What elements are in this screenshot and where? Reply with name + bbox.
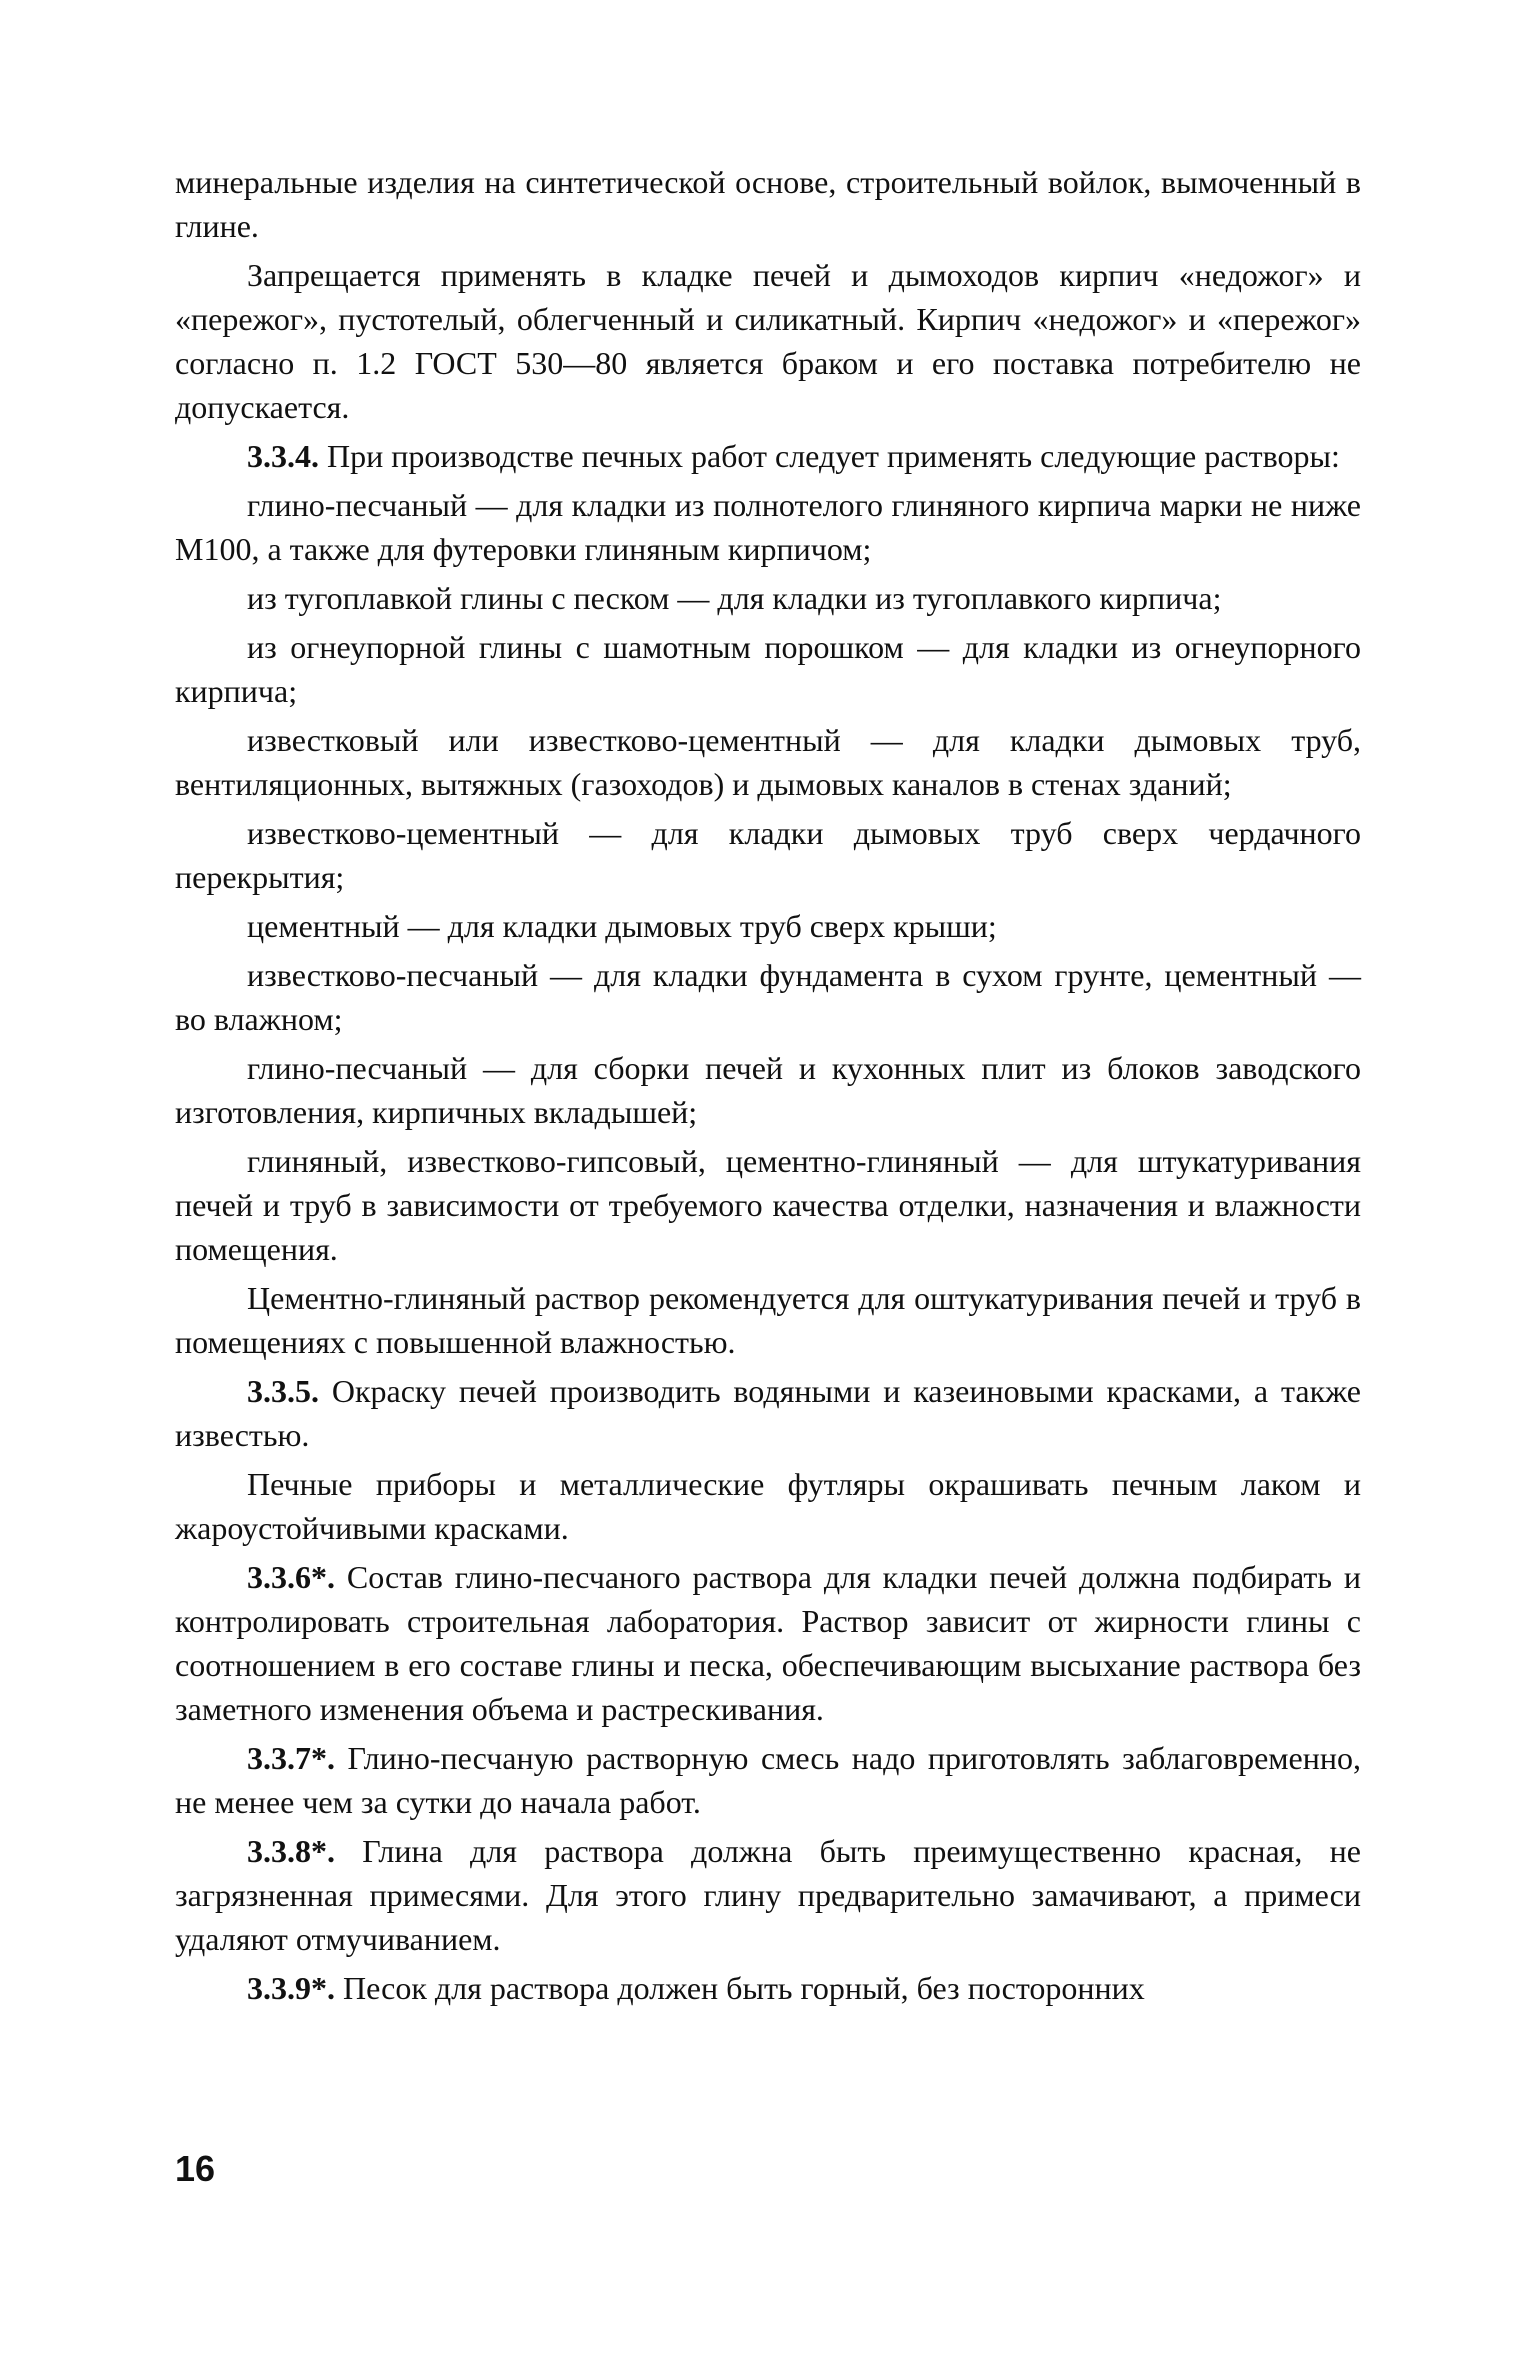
paragraph <box>175 483 1361 571</box>
paragraph-text: цементный — для кладки дымовых труб сверх крыши; <box>247 908 997 944</box>
clause-number: 3.3.9*. <box>247 1970 335 2006</box>
paragraph <box>175 1276 1361 1364</box>
paragraph-text: Печные приборы и металлические футляры окрашивать печным лаком и жароустойчивыми красками. <box>175 1466 1361 1546</box>
page-number: 16 <box>175 2148 216 2189</box>
paragraph <box>175 1736 1361 1824</box>
paragraph-text: Цементно-глиняный раствор рекомендуется для оштукатуривания печей и труб в помещениях с повышенной влажностью. <box>175 1280 1361 1360</box>
paragraph-text: известковый или известково-цементный — для кладки дымовых труб, вентиляционных, вытяжных (газоходов) и дымовых каналов в стенах зданий; <box>175 722 1361 802</box>
document-body <box>175 160 1361 2015</box>
paragraph <box>175 625 1361 713</box>
paragraph-text: Глина для раствора должна быть преимущественно красная, не загрязненная примесями. Для этого глину предварительно замачивают, а примеси удаляют отмучиванием. <box>175 1833 1361 1957</box>
paragraph <box>175 1139 1361 1271</box>
clause-number: 3.3.5. <box>247 1373 319 1409</box>
clause-number: 3.3.7*. <box>247 1740 335 1776</box>
clause-number: 3.3.6*. <box>247 1559 335 1595</box>
paragraph-text: Глино-песчаную растворную смесь надо приготовлять заблаговременно, не менее чем за сутки до начала работ. <box>175 1740 1361 1820</box>
paragraph <box>175 253 1361 429</box>
paragraph-text: минеральные изделия на синтетической основе, строительный войлок, вымоченный в глине. <box>175 164 1361 244</box>
paragraph <box>175 718 1361 806</box>
paragraph-text: известково-песчаный — для кладки фундамента в сухом грунте, цементный — во влажном; <box>175 957 1361 1037</box>
paragraph-text: При производстве печных работ следует применять следующие растворы: <box>319 438 1340 474</box>
paragraph <box>175 1462 1361 1550</box>
paragraph <box>175 953 1361 1041</box>
paragraph <box>175 434 1361 478</box>
clause-number: 3.3.4. <box>247 438 319 474</box>
paragraph-text: глиняный, известково-гипсовый, цементно-глиняный — для штукатуривания печей и труб в зависимости от требуемого качества отделки, назначения и влажности помещения. <box>175 1143 1361 1267</box>
paragraph-text: глино-песчаный — для сборки печей и кухонных плит из блоков заводского изготовления, кирпичных вкладышей; <box>175 1050 1361 1130</box>
paragraph <box>175 1966 1361 2010</box>
paragraph-text: Окраску печей производить водяными и казеиновыми красками, а также известью. <box>175 1373 1361 1453</box>
paragraph-text: из огнеупорной глины с шамотным порошком — для кладки из огнеупорного кирпича; <box>175 629 1361 709</box>
paragraph <box>175 160 1361 248</box>
paragraph-text: известково-цементный — для кладки дымовых труб сверх чердачного перекрытия; <box>175 815 1361 895</box>
paragraph <box>175 1555 1361 1731</box>
paragraph-text: Песок для раствора должен быть горный, без посторонних <box>335 1970 1145 2006</box>
paragraph <box>175 1369 1361 1457</box>
paragraph-text: Запрещается применять в кладке печей и дымоходов кирпич «недожог» и «пережог», пустотелый, облегченный и силикатный. Кирпич «недожог» и «пережог» согласно п. 1.2 ГОСТ 530—80 является браком и его поставка потребителю не допускается. <box>175 257 1361 425</box>
clause-number: 3.3.8*. <box>247 1833 335 1869</box>
paragraph <box>175 811 1361 899</box>
paragraph <box>175 1046 1361 1134</box>
paragraph-text: Состав глино-песчаного раствора для кладки печей должна подбирать и контролировать строительная лаборатория. Раствор зависит от жирности глины с соотношением в его составе глины и песка, обеспечивающим высыхание раствора без заметного изменения объема и растрескивания. <box>175 1559 1361 1727</box>
paragraph-text: глино-песчаный — для кладки из полнотелого глиняного кирпича марки не ниже М100, а также для футеровки глиняным кирпичом; <box>175 487 1361 567</box>
paragraph <box>175 1829 1361 1961</box>
paragraph-text: из тугоплавкой глины с песком — для кладки из тугоплавкого кирпича; <box>247 580 1222 616</box>
paragraph <box>175 904 1361 948</box>
paragraph <box>175 576 1361 620</box>
